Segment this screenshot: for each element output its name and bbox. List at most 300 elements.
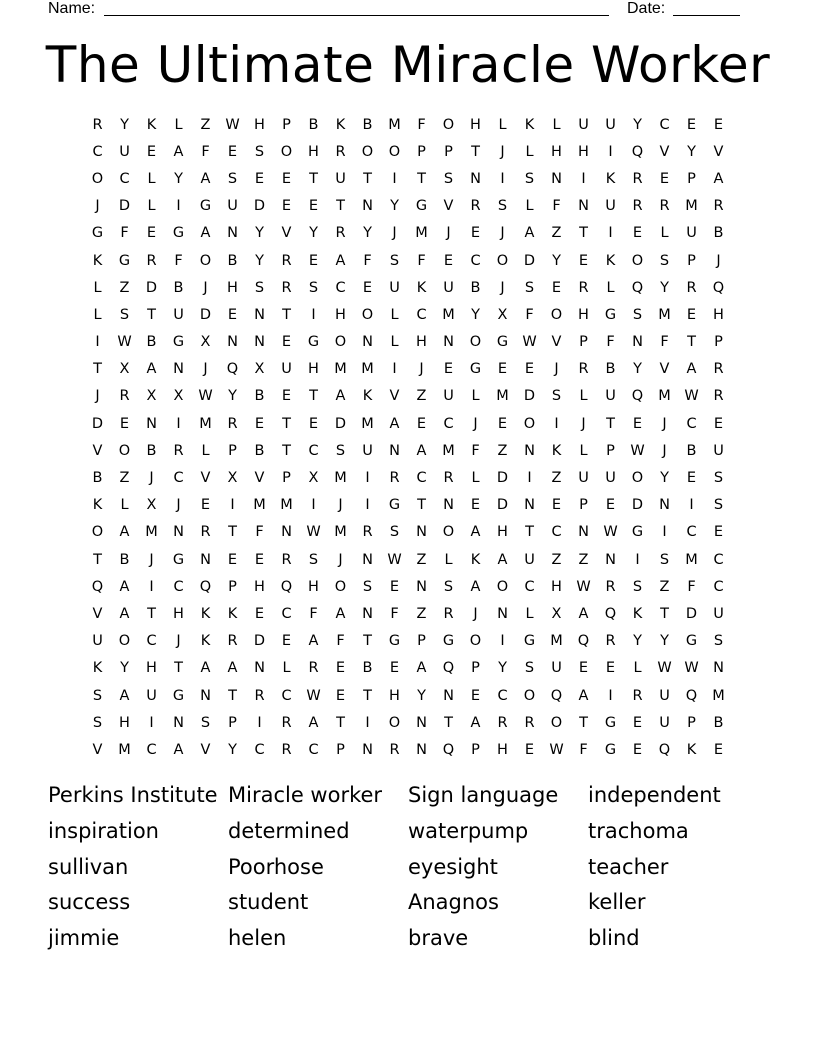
grid-letter[interactable]: R (659, 198, 670, 215)
grid-letter[interactable]: Y (687, 143, 696, 160)
grid-letter[interactable]: I (608, 225, 613, 242)
grid-letter[interactable]: R (173, 442, 184, 459)
grid-letter[interactable]: E (497, 415, 508, 432)
grid-letter[interactable]: V (443, 198, 454, 215)
grid-letter[interactable]: K (524, 116, 535, 133)
grid-letter[interactable]: Y (363, 225, 372, 242)
grid-letter[interactable]: H (254, 116, 265, 133)
grid-letter[interactable]: L (579, 442, 588, 459)
grid-letter[interactable]: G (388, 497, 401, 514)
grid-letter[interactable]: O (91, 170, 104, 187)
grid-letter[interactable]: I (176, 198, 181, 215)
grid-letter[interactable]: G (442, 633, 455, 650)
grid-letter[interactable]: E (254, 170, 265, 187)
grid-letter[interactable]: O (361, 143, 374, 160)
grid-letter[interactable]: M (442, 306, 455, 323)
grid-letter[interactable]: S (389, 252, 400, 269)
grid-letter[interactable]: O (118, 633, 131, 650)
grid-letter[interactable]: O (118, 442, 131, 459)
grid-letter[interactable]: W (522, 334, 537, 351)
grid-letter[interactable]: O (442, 116, 455, 133)
grid-letter[interactable]: K (605, 252, 616, 269)
grid-letter[interactable]: L (282, 660, 291, 677)
grid-letter[interactable]: V (254, 470, 265, 487)
grid-letter[interactable]: A (200, 225, 211, 242)
grid-letter[interactable]: C (713, 578, 724, 595)
grid-letter[interactable]: M (685, 198, 698, 215)
grid-letter[interactable]: E (281, 633, 292, 650)
grid-letter[interactable]: H (146, 660, 157, 677)
grid-letter[interactable]: V (713, 143, 724, 160)
grid-letter[interactable]: J (95, 388, 100, 405)
grid-letter[interactable]: N (173, 524, 184, 541)
grid-letter[interactable]: R (281, 551, 292, 568)
grid-letter[interactable]: M (334, 524, 347, 541)
grid-letter[interactable]: B (308, 116, 319, 133)
grid-letter[interactable]: L (660, 225, 669, 242)
grid-letter[interactable]: Q (604, 605, 617, 622)
grid-letter[interactable]: S (524, 170, 535, 187)
grid-letter[interactable]: C (119, 170, 130, 187)
grid-letter[interactable]: S (92, 687, 103, 704)
grid-letter[interactable]: R (389, 470, 400, 487)
grid-letter[interactable]: A (173, 741, 184, 758)
grid-letter[interactable]: W (603, 524, 618, 541)
grid-letter[interactable]: A (335, 252, 346, 269)
grid-letter[interactable]: N (578, 524, 589, 541)
grid-letter[interactable]: N (146, 415, 157, 432)
grid-letter[interactable]: P (687, 170, 696, 187)
grid-letter[interactable]: V (659, 361, 670, 378)
grid-letter[interactable]: R (389, 741, 400, 758)
grid-letter[interactable]: U (686, 225, 697, 242)
grid-letter[interactable]: O (199, 252, 212, 269)
grid-letter[interactable]: P (282, 116, 291, 133)
grid-letter[interactable]: S (551, 388, 562, 405)
grid-letter[interactable]: J (716, 252, 721, 269)
grid-letter[interactable]: H (551, 578, 562, 595)
grid-letter[interactable]: R (227, 633, 238, 650)
grid-letter[interactable]: I (392, 361, 397, 378)
grid-letter[interactable]: D (253, 633, 266, 650)
grid-letter[interactable]: B (686, 442, 697, 459)
grid-letter[interactable]: T (309, 170, 318, 187)
grid-letter[interactable]: E (281, 334, 292, 351)
grid-letter[interactable]: J (581, 415, 586, 432)
grid-letter[interactable]: S (362, 578, 373, 595)
grid-letter[interactable]: W (387, 551, 402, 568)
grid-letter[interactable]: N (632, 334, 643, 351)
grid-letter[interactable]: G (631, 524, 644, 541)
grid-letter[interactable]: Y (660, 470, 669, 487)
grid-letter[interactable]: H (308, 361, 319, 378)
grid-letter[interactable]: Q (91, 578, 104, 595)
grid-letter[interactable]: O (550, 306, 563, 323)
grid-letter[interactable]: J (203, 279, 208, 296)
grid-letter[interactable]: R (632, 687, 643, 704)
grid-letter[interactable]: Q (685, 687, 698, 704)
grid-letter[interactable]: U (146, 687, 157, 704)
grid-letter[interactable]: O (496, 578, 509, 595)
grid-letter[interactable]: O (550, 714, 563, 731)
grid-letter[interactable]: H (254, 578, 265, 595)
grid-letter[interactable]: S (497, 198, 508, 215)
grid-letter[interactable]: C (524, 578, 535, 595)
grid-letter[interactable]: E (308, 198, 319, 215)
grid-letter[interactable]: A (200, 660, 211, 677)
grid-letter[interactable]: D (685, 605, 698, 622)
grid-letter[interactable]: R (632, 198, 643, 215)
grid-letter[interactable]: T (606, 415, 615, 432)
grid-letter[interactable]: I (365, 470, 370, 487)
grid-letter[interactable]: D (334, 415, 347, 432)
grid-letter[interactable]: C (686, 524, 697, 541)
grid-letter[interactable]: H (173, 605, 184, 622)
grid-letter[interactable]: T (417, 497, 426, 514)
grid-letter[interactable]: W (684, 660, 699, 677)
grid-letter[interactable]: H (308, 578, 319, 595)
grid-letter[interactable]: S (713, 633, 724, 650)
grid-letter[interactable]: W (630, 442, 645, 459)
grid-letter[interactable]: A (686, 361, 697, 378)
grid-letter[interactable]: M (442, 442, 455, 459)
grid-letter[interactable]: M (361, 415, 374, 432)
grid-letter[interactable]: I (554, 415, 559, 432)
grid-letter[interactable]: E (119, 415, 130, 432)
grid-letter[interactable]: L (390, 334, 399, 351)
grid-letter[interactable]: T (228, 524, 237, 541)
grid-letter[interactable]: R (605, 578, 616, 595)
grid-letter[interactable]: N (173, 714, 184, 731)
grid-letter[interactable]: E (470, 225, 481, 242)
grid-letter[interactable]: D (496, 470, 509, 487)
grid-letter[interactable]: I (500, 633, 505, 650)
grid-letter[interactable]: I (689, 497, 694, 514)
grid-letter[interactable]: L (525, 198, 534, 215)
grid-letter[interactable]: G (199, 198, 212, 215)
grid-letter[interactable]: E (605, 660, 616, 677)
grid-letter[interactable]: X (146, 388, 157, 405)
grid-letter[interactable]: I (95, 334, 100, 351)
grid-letter[interactable]: S (443, 170, 454, 187)
grid-letter[interactable]: R (470, 198, 481, 215)
grid-letter[interactable]: T (417, 170, 426, 187)
grid-letter[interactable]: Q (226, 361, 239, 378)
grid-letter[interactable]: W (198, 388, 213, 405)
grid-letter[interactable]: E (470, 687, 481, 704)
grid-letter[interactable]: J (554, 361, 559, 378)
grid-letter[interactable]: N (362, 551, 373, 568)
grid-letter[interactable]: I (608, 687, 613, 704)
grid-letter[interactable]: I (500, 170, 505, 187)
grid-letter[interactable]: Z (200, 116, 211, 133)
grid-letter[interactable]: L (525, 143, 534, 160)
grid-letter[interactable]: W (576, 578, 591, 595)
grid-letter[interactable]: Y (228, 741, 237, 758)
grid-letter[interactable]: I (149, 578, 154, 595)
grid-letter[interactable]: N (416, 714, 427, 731)
grid-letter[interactable]: T (444, 714, 453, 731)
grid-letter[interactable]: F (255, 524, 264, 541)
grid-letter[interactable]: L (444, 551, 453, 568)
grid-letter[interactable]: M (658, 306, 671, 323)
grid-letter[interactable]: E (335, 660, 346, 677)
grid-letter[interactable]: P (228, 442, 237, 459)
grid-letter[interactable]: F (309, 605, 318, 622)
grid-letter[interactable]: S (335, 442, 346, 459)
grid-letter[interactable]: D (199, 306, 212, 323)
grid-letter[interactable]: E (227, 306, 238, 323)
grid-letter[interactable]: L (93, 306, 102, 323)
grid-letter[interactable]: G (91, 225, 104, 242)
grid-letter[interactable]: U (281, 361, 292, 378)
grid-letter[interactable]: D (523, 252, 536, 269)
grid-letter[interactable]: N (578, 198, 589, 215)
grid-letter[interactable]: I (392, 170, 397, 187)
grid-letter[interactable]: E (632, 741, 643, 758)
grid-letter[interactable]: Z (416, 551, 427, 568)
grid-letter[interactable]: V (200, 470, 211, 487)
grid-letter[interactable]: B (173, 279, 184, 296)
grid-letter[interactable]: A (146, 361, 157, 378)
grid-letter[interactable]: R (605, 633, 616, 650)
grid-letter[interactable]: J (338, 497, 343, 514)
grid-letter[interactable]: S (524, 279, 535, 296)
grid-letter[interactable]: G (172, 334, 185, 351)
grid-letter[interactable]: F (606, 334, 615, 351)
grid-letter[interactable]: M (712, 687, 725, 704)
grid-letter[interactable]: W (306, 524, 321, 541)
grid-letter[interactable]: S (200, 714, 211, 731)
grid-letter[interactable]: Q (631, 143, 644, 160)
grid-letter[interactable]: W (684, 388, 699, 405)
grid-letter[interactable]: Y (417, 687, 426, 704)
grid-letter[interactable]: N (659, 497, 670, 514)
grid-letter[interactable]: E (659, 170, 670, 187)
grid-letter[interactable]: F (120, 225, 129, 242)
grid-letter[interactable]: R (227, 415, 238, 432)
grid-letter[interactable]: J (500, 143, 505, 160)
grid-letter[interactable]: Y (309, 225, 318, 242)
grid-letter[interactable]: J (176, 633, 181, 650)
grid-letter[interactable]: O (523, 687, 536, 704)
grid-letter[interactable]: D (118, 198, 131, 215)
grid-letter[interactable]: H (497, 524, 508, 541)
grid-letter[interactable]: J (149, 470, 154, 487)
grid-letter[interactable]: A (308, 714, 319, 731)
grid-letter[interactable]: Q (280, 578, 293, 595)
grid-letter[interactable]: O (361, 306, 374, 323)
grid-letter[interactable]: P (714, 334, 723, 351)
grid-letter[interactable]: E (686, 470, 697, 487)
grid-letter[interactable]: L (390, 306, 399, 323)
grid-letter[interactable]: N (551, 170, 562, 187)
grid-letter[interactable]: E (578, 660, 589, 677)
grid-letter[interactable]: S (389, 524, 400, 541)
grid-letter[interactable]: E (497, 361, 508, 378)
grid-letter[interactable]: K (146, 116, 157, 133)
grid-letter[interactable]: Z (659, 578, 670, 595)
grid-letter[interactable]: C (173, 578, 184, 595)
grid-letter[interactable]: T (363, 170, 372, 187)
grid-letter[interactable]: N (497, 605, 508, 622)
grid-letter[interactable]: U (173, 306, 184, 323)
grid-letter[interactable]: E (146, 225, 157, 242)
grid-letter[interactable]: G (469, 361, 482, 378)
grid-letter[interactable]: R (92, 116, 103, 133)
grid-letter[interactable]: V (551, 334, 562, 351)
grid-letter[interactable]: C (659, 116, 670, 133)
grid-letter[interactable]: S (308, 279, 319, 296)
grid-letter[interactable]: E (524, 741, 535, 758)
grid-letter[interactable]: S (254, 143, 265, 160)
grid-letter[interactable]: T (282, 415, 291, 432)
grid-letter[interactable]: S (713, 470, 724, 487)
grid-letter[interactable]: K (92, 660, 103, 677)
grid-letter[interactable]: K (227, 605, 238, 622)
grid-letter[interactable]: B (254, 442, 265, 459)
grid-letter[interactable]: X (551, 605, 562, 622)
grid-letter[interactable]: V (659, 143, 670, 160)
grid-letter[interactable]: L (201, 442, 210, 459)
grid-letter[interactable]: U (605, 116, 616, 133)
grid-letter[interactable]: T (174, 660, 183, 677)
grid-letter[interactable]: U (227, 198, 238, 215)
grid-letter[interactable]: E (713, 116, 724, 133)
grid-letter[interactable]: T (579, 714, 588, 731)
grid-letter[interactable]: E (443, 252, 454, 269)
grid-letter[interactable]: N (200, 551, 211, 568)
grid-letter[interactable]: V (92, 605, 103, 622)
grid-letter[interactable]: D (253, 198, 266, 215)
grid-letter[interactable]: J (500, 279, 505, 296)
grid-letter[interactable]: Z (416, 388, 427, 405)
grid-letter[interactable]: Y (390, 198, 399, 215)
grid-letter[interactable]: E (713, 415, 724, 432)
grid-letter[interactable]: R (578, 279, 589, 296)
grid-letter[interactable]: T (309, 388, 318, 405)
grid-letter[interactable]: P (579, 497, 588, 514)
grid-letter[interactable]: U (119, 143, 130, 160)
grid-letter[interactable]: M (199, 415, 212, 432)
grid-letter[interactable]: O (469, 633, 482, 650)
grid-letter[interactable]: C (416, 470, 427, 487)
grid-letter[interactable]: V (200, 741, 211, 758)
grid-letter[interactable]: B (254, 388, 265, 405)
grid-letter[interactable]: O (388, 143, 401, 160)
grid-letter[interactable]: Y (255, 252, 264, 269)
grid-letter[interactable]: N (200, 687, 211, 704)
grid-letter[interactable]: B (119, 551, 130, 568)
grid-letter[interactable]: Y (633, 116, 642, 133)
grid-letter[interactable]: O (442, 524, 455, 541)
grid-letter[interactable]: A (173, 143, 184, 160)
grid-letter[interactable]: O (631, 470, 644, 487)
grid-letter[interactable]: N (227, 334, 238, 351)
grid-letter[interactable]: M (685, 551, 698, 568)
grid-letter[interactable]: A (308, 633, 319, 650)
grid-letter[interactable]: P (228, 578, 237, 595)
grid-letter[interactable]: R (146, 252, 157, 269)
grid-letter[interactable]: W (657, 660, 672, 677)
grid-letter[interactable]: Z (578, 551, 589, 568)
grid-letter[interactable]: J (95, 198, 100, 215)
grid-letter[interactable]: S (92, 714, 103, 731)
grid-letter[interactable]: U (389, 279, 400, 296)
grid-letter[interactable]: Q (550, 687, 563, 704)
grid-letter[interactable]: A (524, 225, 535, 242)
grid-letter[interactable]: A (335, 605, 346, 622)
grid-letter[interactable]: G (604, 306, 617, 323)
grid-letter[interactable]: C (443, 415, 454, 432)
grid-letter[interactable]: J (473, 605, 478, 622)
grid-letter[interactable]: S (632, 306, 643, 323)
grid-letter[interactable]: T (336, 714, 345, 731)
grid-letter[interactable]: W (225, 116, 240, 133)
grid-letter[interactable]: U (335, 170, 346, 187)
grid-letter[interactable]: T (579, 225, 588, 242)
grid-letter[interactable]: A (578, 687, 589, 704)
grid-letter[interactable]: E (227, 143, 238, 160)
grid-letter[interactable]: Z (551, 551, 562, 568)
grid-letter[interactable]: M (388, 116, 401, 133)
grid-letter[interactable]: F (201, 143, 210, 160)
grid-letter[interactable]: O (469, 334, 482, 351)
grid-letter[interactable]: J (392, 225, 397, 242)
grid-letter[interactable]: P (336, 741, 345, 758)
grid-letter[interactable]: Y (174, 170, 183, 187)
grid-letter[interactable]: M (361, 361, 374, 378)
grid-letter[interactable]: N (443, 334, 454, 351)
grid-letter[interactable]: Q (658, 741, 671, 758)
grid-letter[interactable]: N (362, 334, 373, 351)
grid-letter[interactable]: F (336, 633, 345, 650)
grid-letter[interactable]: S (713, 497, 724, 514)
grid-letter[interactable]: C (335, 279, 346, 296)
grid-letter[interactable]: U (578, 470, 589, 487)
grid-letter[interactable]: G (307, 334, 320, 351)
grid-letter[interactable]: E (686, 116, 697, 133)
grid-letter[interactable]: Q (577, 633, 590, 650)
grid-letter[interactable]: O (523, 415, 536, 432)
grid-letter[interactable]: U (362, 442, 373, 459)
grid-letter[interactable]: G (604, 714, 617, 731)
grid-letter[interactable]: S (659, 252, 670, 269)
grid-letter[interactable]: P (579, 334, 588, 351)
grid-letter[interactable]: Y (228, 388, 237, 405)
grid-letter[interactable]: M (496, 388, 509, 405)
grid-letter[interactable]: P (471, 660, 480, 677)
grid-letter[interactable]: N (362, 741, 373, 758)
grid-letter[interactable]: C (308, 442, 319, 459)
grid-letter[interactable]: M (253, 497, 266, 514)
grid-letter[interactable]: O (496, 252, 509, 269)
grid-letter[interactable]: P (471, 741, 480, 758)
grid-letter[interactable]: F (174, 252, 183, 269)
grid-letter[interactable]: M (415, 225, 428, 242)
grid-letter[interactable]: N (254, 334, 265, 351)
grid-letter[interactable]: A (200, 170, 211, 187)
grid-letter[interactable]: C (308, 741, 319, 758)
grid-letter[interactable]: C (713, 551, 724, 568)
grid-letter[interactable]: N (281, 524, 292, 541)
grid-letter[interactable]: E (200, 497, 211, 514)
grid-letter[interactable]: U (443, 279, 454, 296)
grid-letter[interactable]: Q (199, 578, 212, 595)
grid-letter[interactable]: E (551, 279, 562, 296)
grid-letter[interactable]: Z (551, 225, 562, 242)
grid-letter[interactable]: P (417, 633, 426, 650)
